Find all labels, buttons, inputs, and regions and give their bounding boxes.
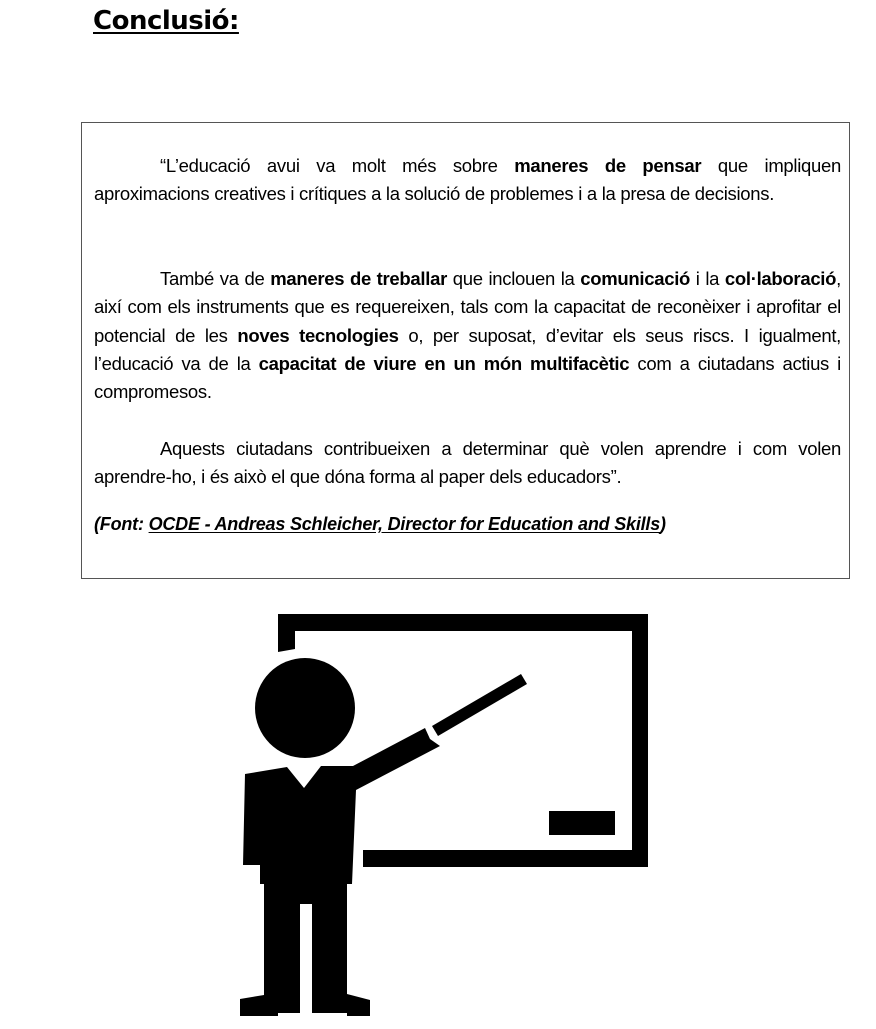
text-run: , així com els instruments que es requereixen, tals com la capacitat de reconèixer i aprofitar el potencial de les	[94, 268, 841, 346]
source-suffix: )	[660, 514, 666, 534]
text-run: “L’educació avui va molt més sobre	[160, 155, 515, 176]
teacher-at-whiteboard-icon	[220, 600, 660, 1024]
quote-source	[94, 514, 666, 535]
quote-paragraph-2	[94, 265, 841, 406]
person-torso	[240, 728, 440, 1016]
text-run: i la	[690, 268, 725, 289]
emphasis-capacitat-de-viure: capacitat de viure en un món multifacètic	[258, 352, 630, 374]
whiteboard-eraser	[549, 811, 615, 835]
quote-paragraph-1	[94, 152, 841, 209]
emphasis-comunicacio: comunicació	[580, 268, 691, 289]
person-feet	[240, 994, 278, 1016]
text-run: També va de	[160, 268, 271, 289]
person-head	[255, 658, 355, 758]
emphasis-noves-tecnologies: noves tecnologies	[237, 324, 399, 346]
text-run: que impliquen aproximacions creatives i crítiques a la solució de problemes i a la presa de decisions.	[94, 155, 841, 205]
quote-box	[81, 122, 850, 579]
source-prefix: (Font:	[94, 514, 149, 534]
page-heading: Conclusió:	[93, 6, 239, 36]
emphasis-maneres-de-treballar: maneres de treballar	[270, 268, 447, 289]
person-feet	[347, 994, 370, 1016]
text-run: com a ciutadans actius i compromesos.	[94, 352, 841, 403]
text-run: o, per suposat, d’evitar els seus riscs. I igualment, l’educació va de la	[94, 324, 842, 374]
emphasis-maneres-de-pensar: maneres de pensar	[514, 155, 702, 176]
pointer-stick	[432, 674, 527, 736]
source-link[interactable]: OCDE - Andreas Schleicher, Director for Education and Skills	[148, 514, 661, 534]
text-run: que inclouen la	[446, 268, 581, 289]
quote-paragraph-3	[94, 435, 841, 492]
text-run: Aquests ciutadans contribueixen a determinar què volen aprendre i com volen aprendre-ho, i és això el que dóna forma al paper dels educadors”.	[94, 438, 841, 488]
emphasis-collaboracio: col·laboració	[724, 268, 837, 289]
